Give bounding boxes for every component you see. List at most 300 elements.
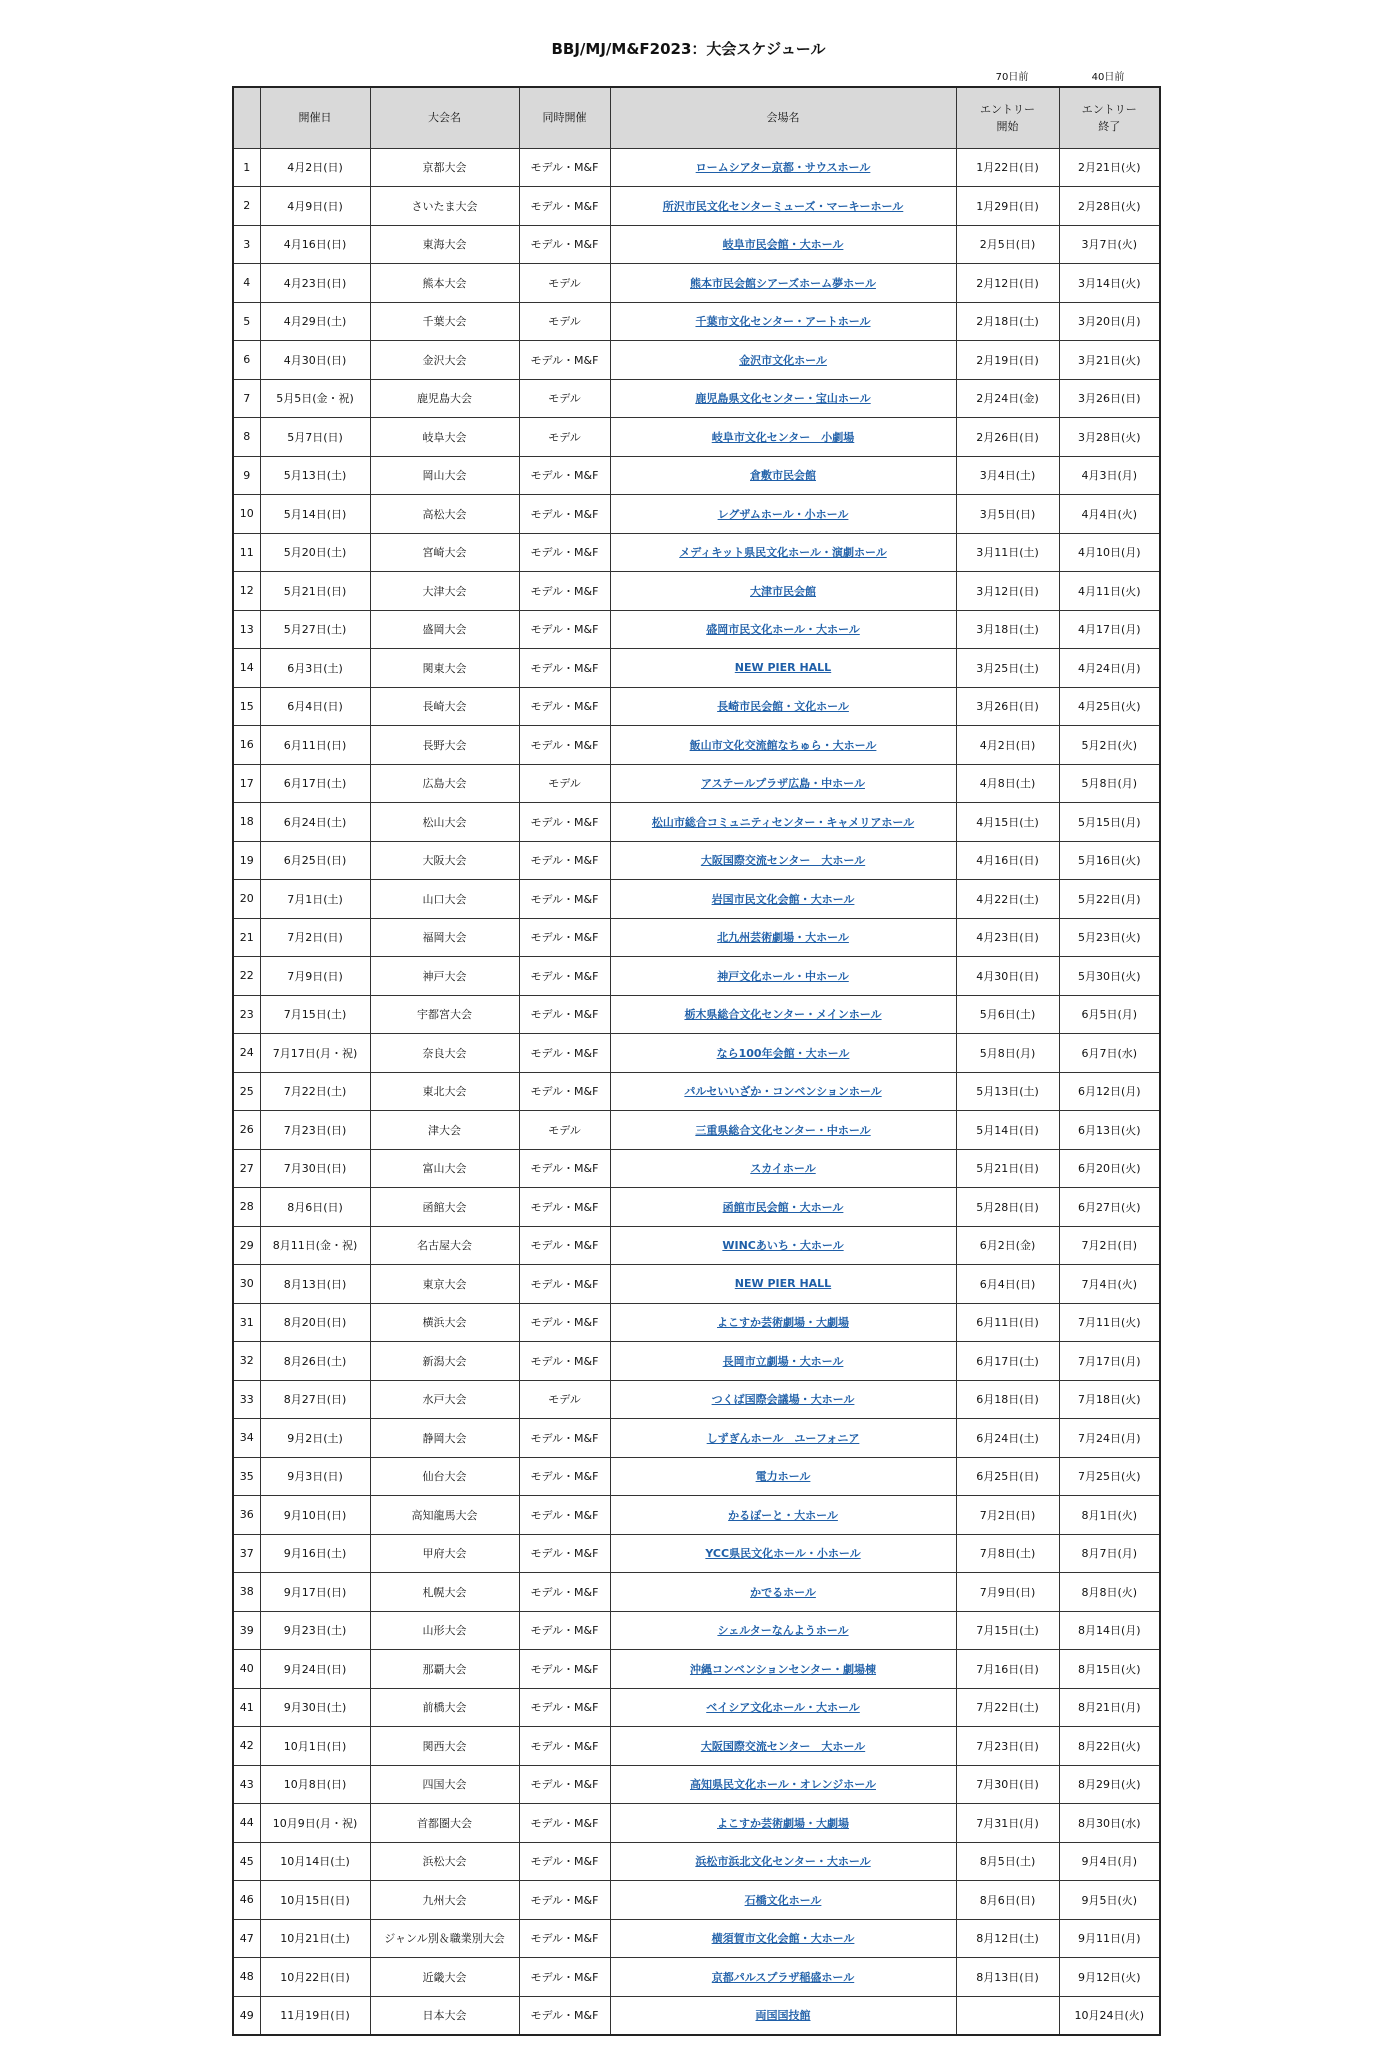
table-row — [233, 1650, 1160, 1689]
cell-venue — [610, 610, 956, 649]
cell-entry-end: 7月4日(火) — [1059, 1265, 1160, 1304]
cell-entry-end: 8月21日(月) — [1059, 1688, 1160, 1727]
table-row — [233, 1188, 1160, 1227]
header-row — [233, 87, 1160, 148]
cell-venue — [610, 1303, 956, 1342]
cell-no: 1 — [233, 148, 260, 187]
cell-name: 新潟大会 — [370, 1342, 519, 1381]
venue-link[interactable]: かでるホール — [750, 1585, 816, 1599]
cell-date: 9月10日(日) — [260, 1496, 370, 1535]
cell-concurrent: モデル・M&F — [519, 1496, 610, 1535]
cell-date: 9月3日(日) — [260, 1457, 370, 1496]
venue-link[interactable]: よこすか芸術劇場・大劇場 — [717, 1316, 849, 1330]
cell-concurrent: モデル・M&F — [519, 225, 610, 264]
cell-date: 10月14日(土) — [260, 1842, 370, 1881]
cell-concurrent: モデル・M&F — [519, 803, 610, 842]
cell-name: 水戸大会 — [370, 1380, 519, 1419]
cell-entry-end: 4月10日(月) — [1059, 533, 1160, 572]
cell-entry-start: 7月30日(日) — [956, 1765, 1059, 1804]
cell-date: 7月30日(日) — [260, 1149, 370, 1188]
venue-link[interactable]: 大津市民会館 — [750, 584, 816, 598]
cell-name: 日本大会 — [370, 1996, 519, 2035]
cell-date: 8月26日(土) — [260, 1342, 370, 1381]
schedule-table — [232, 86, 1161, 2036]
table-row — [233, 726, 1160, 765]
cell-date: 9月2日(土) — [260, 1419, 370, 1458]
cell-no: 17 — [233, 764, 260, 803]
cell-date: 5月13日(土) — [260, 456, 370, 495]
venue-link[interactable]: つくば国際会議場・大ホール — [711, 1393, 855, 1407]
venue-link[interactable]: 長岡市立劇場・大ホール — [722, 1354, 844, 1368]
cell-entry-start: 2月12日(日) — [956, 264, 1059, 303]
cell-name: 松山大会 — [370, 803, 519, 842]
table-row — [233, 764, 1160, 803]
venue-link[interactable]: 岐阜市民会館・大ホール — [722, 238, 844, 252]
cell-concurrent: モデル・M&F — [519, 1534, 610, 1573]
cell-venue — [610, 1611, 956, 1650]
cell-concurrent: モデル・M&F — [519, 1804, 610, 1843]
cell-no: 7 — [233, 379, 260, 418]
cell-venue — [610, 148, 956, 187]
cell-entry-end: 3月7日(火) — [1059, 225, 1160, 264]
table-row — [233, 880, 1160, 919]
cell-name: 函館大会 — [370, 1188, 519, 1227]
cell-no: 42 — [233, 1727, 260, 1766]
cell-no: 34 — [233, 1419, 260, 1458]
cell-no: 30 — [233, 1265, 260, 1304]
cell-name: 首都圏大会 — [370, 1804, 519, 1843]
cell-name: 関西大会 — [370, 1727, 519, 1766]
venue-link[interactable]: 浜松市浜北文化センター・大ホール — [695, 1855, 871, 1869]
cell-concurrent: モデル・M&F — [519, 572, 610, 611]
venue-link[interactable]: 大阪国際交流センター 大ホール — [700, 1739, 866, 1753]
cell-entry-start: 8月6日(日) — [956, 1881, 1059, 1920]
cell-concurrent: モデル・M&F — [519, 148, 610, 187]
table-row — [233, 649, 1160, 688]
cell-entry-start: 2月24日(金) — [956, 379, 1059, 418]
cell-entry-start: 7月9日(日) — [956, 1573, 1059, 1612]
cell-concurrent: モデル・M&F — [519, 1688, 610, 1727]
cell-no: 35 — [233, 1457, 260, 1496]
cell-entry-end: 5月8日(月) — [1059, 764, 1160, 803]
venue-link[interactable]: WINCあいち・大ホール — [722, 1239, 844, 1253]
venue-link[interactable]: パルセいいざか・コンベンションホール — [684, 1085, 882, 1099]
cell-entry-end: 4月25日(火) — [1059, 687, 1160, 726]
cell-no: 43 — [233, 1765, 260, 1804]
cell-no: 46 — [233, 1881, 260, 1920]
cell-venue — [610, 764, 956, 803]
cell-entry-start: 2月5日(日) — [956, 225, 1059, 264]
cell-date: 9月24日(日) — [260, 1650, 370, 1689]
cell-no: 39 — [233, 1611, 260, 1650]
table-row — [233, 1303, 1160, 1342]
cell-no: 48 — [233, 1958, 260, 1997]
cell-date: 10月15日(日) — [260, 1881, 370, 1920]
venue-link[interactable]: NEW PIER HALL — [734, 661, 832, 675]
cell-entry-start: 4月8日(土) — [956, 764, 1059, 803]
table-row — [233, 995, 1160, 1034]
cell-entry-start: 4月16日(日) — [956, 841, 1059, 880]
cell-entry-start: 1月22日(日) — [956, 148, 1059, 187]
cell-venue — [610, 418, 956, 457]
venue-link[interactable]: 高知県民文化ホール・オレンジホール — [689, 1778, 876, 1792]
cell-date: 6月25日(日) — [260, 841, 370, 880]
cell-venue — [610, 187, 956, 226]
cell-entry-start: 6月11日(日) — [956, 1303, 1059, 1342]
cell-entry-start: 1月29日(日) — [956, 187, 1059, 226]
cell-name: 甲府大会 — [370, 1534, 519, 1573]
table-row — [233, 187, 1160, 226]
cell-name: 那覇大会 — [370, 1650, 519, 1689]
cell-concurrent: モデル・M&F — [519, 1188, 610, 1227]
table-row — [233, 1149, 1160, 1188]
venue-link[interactable]: 飯山市文化交流館なちゅら・大ホール — [689, 738, 877, 752]
table-row — [233, 1342, 1160, 1381]
venue-link[interactable]: ベイシア文化ホール・大ホール — [706, 1701, 860, 1715]
header-venue: 会場名 — [610, 87, 956, 148]
cell-date: 5月21日(日) — [260, 572, 370, 611]
venue-link[interactable]: よこすか芸術劇場・大劇場 — [717, 1816, 849, 1830]
cell-no: 29 — [233, 1226, 260, 1265]
venue-link[interactable]: 千葉市文化センター・アートホール — [695, 315, 871, 329]
cell-venue — [610, 1688, 956, 1727]
cell-no: 12 — [233, 572, 260, 611]
cell-entry-start: 8月13日(日) — [956, 1958, 1059, 1997]
venue-link[interactable]: メディキット県民文化ホール・演劇ホール — [679, 546, 887, 560]
venue-link[interactable]: 倉敷市民会館 — [750, 469, 816, 483]
cell-entry-start: 4月23日(日) — [956, 918, 1059, 957]
cell-no: 25 — [233, 1072, 260, 1111]
cell-entry-start: 3月5日(日) — [956, 495, 1059, 534]
cell-date: 5月20日(土) — [260, 533, 370, 572]
cell-entry-start: 4月22日(土) — [956, 880, 1059, 919]
cell-name: 岐阜大会 — [370, 418, 519, 457]
cell-concurrent: モデル・M&F — [519, 1072, 610, 1111]
cell-concurrent: モデル・M&F — [519, 1226, 610, 1265]
cell-date: 4月16日(日) — [260, 225, 370, 264]
cell-entry-end: 3月20日(月) — [1059, 302, 1160, 341]
cell-entry-end: 8月7日(月) — [1059, 1534, 1160, 1573]
cell-date: 5月7日(日) — [260, 418, 370, 457]
cell-no: 36 — [233, 1496, 260, 1535]
cell-date: 7月22日(土) — [260, 1072, 370, 1111]
cell-venue — [610, 1958, 956, 1997]
cell-name: 東京大会 — [370, 1265, 519, 1304]
cell-venue — [610, 1188, 956, 1227]
cell-no: 15 — [233, 687, 260, 726]
cell-date: 7月15日(土) — [260, 995, 370, 1034]
venue-link[interactable]: 電力ホール — [755, 1470, 811, 1484]
table-row — [233, 1034, 1160, 1073]
cell-entry-start: 6月18日(日) — [956, 1380, 1059, 1419]
table-row — [233, 1380, 1160, 1419]
table-row — [233, 495, 1160, 534]
venue-link[interactable]: アステールプラザ広島・中ホール — [701, 777, 865, 791]
cell-date: 10月21日(土) — [260, 1919, 370, 1958]
cell-venue — [610, 533, 956, 572]
cell-entry-end: 5月2日(火) — [1059, 726, 1160, 765]
table-row — [233, 1919, 1160, 1958]
cell-venue — [610, 649, 956, 688]
cell-entry-end: 7月2日(日) — [1059, 1226, 1160, 1265]
offset-notes — [0, 68, 1377, 82]
cell-date: 8月27日(日) — [260, 1380, 370, 1419]
cell-date: 4月23日(日) — [260, 264, 370, 303]
cell-name: 広島大会 — [370, 764, 519, 803]
cell-no: 23 — [233, 995, 260, 1034]
cell-name: 熊本大会 — [370, 264, 519, 303]
venue-link[interactable]: 熊本市民会館シアーズホーム夢ホール — [690, 276, 876, 290]
cell-concurrent: モデル — [519, 1111, 610, 1150]
table-row — [233, 1958, 1160, 1997]
cell-name: 千葉大会 — [370, 302, 519, 341]
cell-concurrent: モデル・M&F — [519, 1034, 610, 1073]
cell-name: ジャンル別＆職業別大会 — [370, 1919, 519, 1958]
cell-entry-start: 7月16日(日) — [956, 1650, 1059, 1689]
header-concurrent: 同時開催 — [519, 87, 610, 148]
cell-name: 盛岡大会 — [370, 610, 519, 649]
cell-date: 9月17日(日) — [260, 1573, 370, 1612]
header-entry-end-line2: 終了 — [1098, 119, 1121, 133]
venue-link[interactable]: YCC県民文化ホール・小ホール — [705, 1547, 861, 1561]
cell-venue — [610, 1919, 956, 1958]
cell-venue — [610, 1149, 956, 1188]
cell-no: 9 — [233, 456, 260, 495]
cell-venue — [610, 880, 956, 919]
cell-concurrent: モデル・M&F — [519, 918, 610, 957]
venue-link[interactable]: 岐阜市文化センター 小劇場 — [711, 430, 855, 444]
cell-name: 京都大会 — [370, 148, 519, 187]
cell-entry-start: 5月13日(土) — [956, 1072, 1059, 1111]
cell-entry-end: 4月11日(火) — [1059, 572, 1160, 611]
header-date: 開催日 — [260, 87, 370, 148]
cell-name: 長野大会 — [370, 726, 519, 765]
cell-venue — [610, 1573, 956, 1612]
cell-date: 5月14日(日) — [260, 495, 370, 534]
cell-venue — [610, 1226, 956, 1265]
cell-concurrent: モデル・M&F — [519, 1650, 610, 1689]
venue-link[interactable]: ロームシアター京都・サウスホール — [695, 161, 871, 175]
cell-entry-start — [956, 1996, 1059, 2035]
cell-venue — [610, 1881, 956, 1920]
cell-concurrent: モデル — [519, 264, 610, 303]
cell-entry-start: 2月19日(日) — [956, 341, 1059, 380]
cell-name: 鹿児島大会 — [370, 379, 519, 418]
cell-venue — [610, 1457, 956, 1496]
header-name: 大会名 — [370, 87, 519, 148]
cell-name: 神戸大会 — [370, 957, 519, 996]
cell-concurrent: モデル・M&F — [519, 610, 610, 649]
cell-entry-end: 5月23日(火) — [1059, 918, 1160, 957]
table-row — [233, 418, 1160, 457]
cell-name: 大津大会 — [370, 572, 519, 611]
cell-venue — [610, 379, 956, 418]
venue-link[interactable]: なら100年会館・大ホール — [716, 1046, 850, 1060]
cell-name: 宇都宮大会 — [370, 995, 519, 1034]
cell-venue — [610, 1842, 956, 1881]
cell-no: 24 — [233, 1034, 260, 1073]
cell-no: 13 — [233, 610, 260, 649]
cell-concurrent: モデル — [519, 418, 610, 457]
cell-name: 東海大会 — [370, 225, 519, 264]
table-row — [233, 1457, 1160, 1496]
venue-link[interactable]: 沖縄コンベンションセンター・劇場棟 — [689, 1662, 877, 1676]
venue-link[interactable]: かるぽーと・大ホール — [728, 1508, 838, 1522]
cell-venue — [610, 302, 956, 341]
cell-entry-start: 7月22日(土) — [956, 1688, 1059, 1727]
cell-no: 10 — [233, 495, 260, 534]
venue-link[interactable]: 大阪国際交流センター 大ホール — [700, 854, 866, 868]
cell-entry-start: 5月8日(月) — [956, 1034, 1059, 1073]
table-row — [233, 456, 1160, 495]
cell-entry-start: 7月23日(日) — [956, 1727, 1059, 1766]
cell-name: 富山大会 — [370, 1149, 519, 1188]
cell-entry-end: 8月14日(月) — [1059, 1611, 1160, 1650]
venue-link[interactable]: 函館市民会館・大ホール — [722, 1200, 844, 1214]
venue-link[interactable]: 石橋文化ホール — [744, 1893, 822, 1907]
cell-venue — [610, 495, 956, 534]
cell-name: 長崎大会 — [370, 687, 519, 726]
cell-entry-end: 8月22日(火) — [1059, 1727, 1160, 1766]
cell-name: 宮崎大会 — [370, 533, 519, 572]
venue-link[interactable]: スカイホール — [750, 1162, 816, 1176]
venue-link[interactable]: 京都パルスプラザ稲盛ホール — [711, 1970, 855, 1984]
cell-date: 7月17日(月・祝) — [260, 1034, 370, 1073]
cell-entry-start: 3月11日(土) — [956, 533, 1059, 572]
cell-entry-end: 6月13日(火) — [1059, 1111, 1160, 1150]
cell-name: 札幌大会 — [370, 1573, 519, 1612]
venue-link[interactable]: レグザムホール・小ホール — [717, 507, 849, 521]
table-row — [233, 1573, 1160, 1612]
note-70-days-before: 70日前 — [995, 72, 1029, 83]
cell-entry-end: 3月14日(火) — [1059, 264, 1160, 303]
cell-date: 4月9日(日) — [260, 187, 370, 226]
cell-name: 奈良大会 — [370, 1034, 519, 1073]
header-no — [233, 87, 260, 148]
cell-entry-end: 3月21日(火) — [1059, 341, 1160, 380]
cell-concurrent: モデル・M&F — [519, 495, 610, 534]
cell-entry-end: 4月17日(月) — [1059, 610, 1160, 649]
cell-entry-end: 6月12日(月) — [1059, 1072, 1160, 1111]
venue-link[interactable]: 鹿児島県文化センター・宝山ホール — [695, 392, 871, 406]
cell-date: 6月3日(土) — [260, 649, 370, 688]
cell-concurrent: モデル・M&F — [519, 456, 610, 495]
cell-concurrent: モデル・M&F — [519, 1611, 610, 1650]
venue-link[interactable]: 両国国技館 — [755, 2009, 811, 2022]
cell-entry-start: 4月15日(土) — [956, 803, 1059, 842]
cell-no: 45 — [233, 1842, 260, 1881]
cell-no: 11 — [233, 533, 260, 572]
cell-entry-start: 3月25日(土) — [956, 649, 1059, 688]
cell-entry-start: 7月2日(日) — [956, 1496, 1059, 1535]
cell-entry-end: 8月1日(火) — [1059, 1496, 1160, 1535]
cell-entry-start: 3月26日(日) — [956, 687, 1059, 726]
cell-concurrent: モデル・M&F — [519, 1149, 610, 1188]
cell-venue — [610, 957, 956, 996]
venue-link[interactable]: 松山市総合コミュニティセンター・キャメリアホール — [651, 815, 915, 829]
cell-concurrent: モデル・M&F — [519, 1881, 610, 1920]
venue-link[interactable]: 金沢市文化ホール — [739, 353, 827, 367]
cell-entry-end: 3月28日(火) — [1059, 418, 1160, 457]
cell-entry-end: 5月15日(月) — [1059, 803, 1160, 842]
cell-entry-end: 8月15日(火) — [1059, 1650, 1160, 1689]
venue-link[interactable]: 所沢市民文化センターミューズ・マーキーホール — [662, 199, 904, 213]
venue-link[interactable]: 三重県総合文化センター・中ホール — [695, 1123, 871, 1137]
venue-link[interactable]: 北九州芸術劇場・大ホール — [717, 931, 849, 945]
cell-venue — [610, 341, 956, 380]
cell-name: 山口大会 — [370, 880, 519, 919]
cell-entry-start: 6月2日(金) — [956, 1226, 1059, 1265]
cell-entry-end: 10月24日(火) — [1059, 1996, 1160, 2035]
table-row — [233, 1688, 1160, 1727]
venue-link[interactable]: しずぎんホール ユーフォニア — [706, 1431, 860, 1445]
cell-date: 6月4日(日) — [260, 687, 370, 726]
table-row — [233, 341, 1160, 380]
cell-name: 静岡大会 — [370, 1419, 519, 1458]
cell-name: 金沢大会 — [370, 341, 519, 380]
cell-entry-end: 7月24日(月) — [1059, 1419, 1160, 1458]
cell-date: 5月5日(金・祝) — [260, 379, 370, 418]
cell-no: 27 — [233, 1149, 260, 1188]
cell-venue — [610, 1419, 956, 1458]
cell-no: 20 — [233, 880, 260, 919]
cell-venue — [610, 687, 956, 726]
cell-date: 5月27日(土) — [260, 610, 370, 649]
venue-link[interactable]: NEW PIER HALL — [734, 1277, 832, 1291]
cell-concurrent: モデル・M&F — [519, 1419, 610, 1458]
cell-name: 津大会 — [370, 1111, 519, 1150]
cell-no: 16 — [233, 726, 260, 765]
cell-date: 9月30日(土) — [260, 1688, 370, 1727]
cell-no: 22 — [233, 957, 260, 996]
table-row — [233, 687, 1160, 726]
table-row — [233, 264, 1160, 303]
cell-venue — [610, 225, 956, 264]
cell-venue — [610, 803, 956, 842]
cell-entry-end: 5月22日(月) — [1059, 880, 1160, 919]
cell-venue — [610, 456, 956, 495]
cell-venue — [610, 1342, 956, 1381]
cell-entry-end: 4月3日(月) — [1059, 456, 1160, 495]
venue-link[interactable]: 岩国市民文化会館・大ホール — [711, 892, 855, 906]
cell-no: 44 — [233, 1804, 260, 1843]
cell-date: 7月9日(日) — [260, 957, 370, 996]
table-row — [233, 1727, 1160, 1766]
cell-venue — [610, 1996, 956, 2035]
cell-venue — [610, 726, 956, 765]
venue-link[interactable]: 長崎市民会館・文化ホール — [717, 700, 849, 714]
venue-link[interactable]: 神戸文化ホール・中ホール — [717, 969, 849, 983]
cell-venue — [610, 841, 956, 880]
cell-no: 19 — [233, 841, 260, 880]
venue-link[interactable]: 横須賀市文化会館・大ホール — [711, 1932, 855, 1946]
table-row — [233, 803, 1160, 842]
cell-entry-end: 2月21日(火) — [1059, 148, 1160, 187]
cell-entry-end: 6月27日(火) — [1059, 1188, 1160, 1227]
cell-date: 7月1日(土) — [260, 880, 370, 919]
header-entry-end-line1: エントリー — [1081, 102, 1137, 116]
cell-date: 9月16日(土) — [260, 1534, 370, 1573]
cell-name: 東北大会 — [370, 1072, 519, 1111]
cell-no: 21 — [233, 918, 260, 957]
cell-entry-end: 8月8日(火) — [1059, 1573, 1160, 1612]
venue-link[interactable]: シェルターなんようホール — [717, 1624, 849, 1638]
table-row — [233, 533, 1160, 572]
cell-concurrent: モデル — [519, 379, 610, 418]
venue-link[interactable]: 盛岡市民文化ホール・大ホール — [706, 623, 860, 637]
cell-date: 10月22日(日) — [260, 1958, 370, 1997]
venue-link[interactable]: 栃木県総合文化センター・メインホール — [684, 1008, 882, 1022]
